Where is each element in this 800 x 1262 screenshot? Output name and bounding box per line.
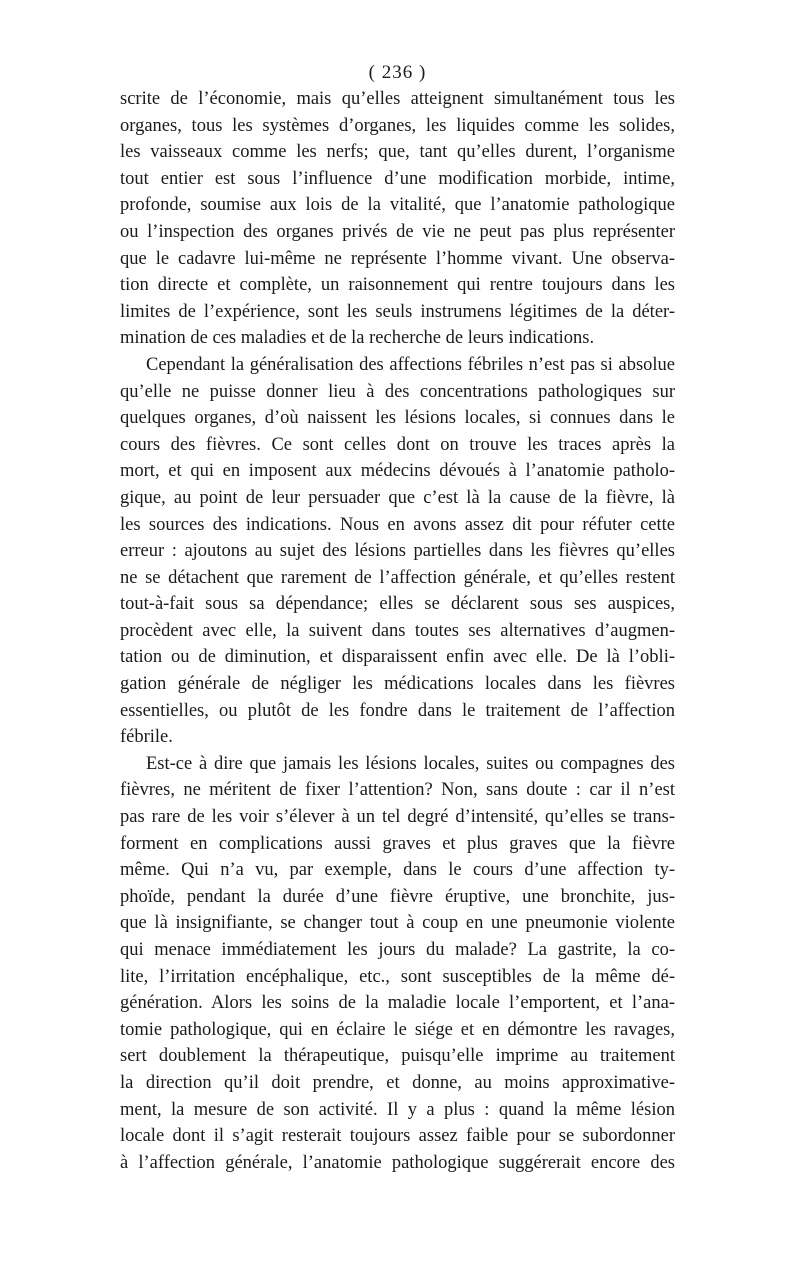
text-line: ne se détachent que rarement de l’affection générale, et qu’elles restent [120, 567, 675, 588]
book-page [120, 60, 675, 1176]
text-line: ou l’inspection des organes privés de vie ne peut pas plus représenter [120, 221, 675, 242]
text-line: que là insignifiante, se changer tout à coup en une pneumonie violente [120, 913, 675, 934]
text-line: mort, et qui en imposent aux médecins dévoués à l’anatomie patholo- [120, 461, 675, 482]
text-line: cours des fièvres. Ce sont celles dont on trouve les traces après la [120, 434, 675, 455]
text-line: fièvres, ne méritent de fixer l’attention? Non, sans doute : car il n’est [120, 780, 675, 801]
text-line: lite, l’irritation encéphalique, etc., sont susceptibles de la même dé- [120, 966, 675, 987]
text-line: limites de l’expérience, sont les seuls instrumens légitimes de la déter- [120, 301, 675, 322]
text-line: fébrile. [120, 727, 173, 748]
page-number: ( 236 ) [368, 62, 427, 83]
text-line: quelques organes, d’où naissent les lésions locales, si connues dans le [120, 408, 675, 429]
text-line: sert doublement la thérapeutique, puisqu’elle imprime au traitement [120, 1046, 675, 1067]
text-line: génération. Alors les soins de la maladie locale l’emportent, et l’ana- [120, 993, 675, 1014]
paragraph-2 [120, 352, 675, 751]
text-line: procèdent avec elle, la suivent dans toutes ses alternatives d’augmen- [120, 620, 675, 641]
text-line: Cependant la généralisation des affections fébriles n’est pas si absolue [146, 354, 675, 375]
text-line: essentielles, ou plutôt de les fondre dans le traitement de l’affection [120, 700, 675, 721]
text-line: profonde, soumise aux lois de la vitalité, que l’anatomie pathologique [120, 195, 675, 216]
text-line: les sources des indications. Nous en avons assez dit pour réfuter cette [120, 514, 675, 535]
text-line: qui menace immédiatement les jours du malade? La gastrite, la co- [120, 940, 675, 960]
body-text [120, 86, 675, 1176]
text-line: tion directe et complète, un raisonnement qui rentre toujours dans les [120, 275, 675, 296]
text-line: tation ou de diminution, et disparaissent enfin avec elle. De là l’obli- [120, 647, 675, 668]
text-line: organes, tous les systèmes d’organes, les liquides comme les solides, [120, 115, 675, 136]
text-line: scrite de l’économie, mais qu’elles atteignent simultanément tous les [120, 89, 675, 109]
text-line: qu’elle ne puisse donner lieu à des concentrations pathologiques sur [120, 381, 675, 402]
text-line: les vaisseaux comme les nerfs; que, tant qu’elles durent, l’organisme [120, 142, 675, 163]
text-line: phoïde, pendant la durée d’une fièvre éruptive, une bronchite, jus- [120, 886, 675, 907]
text-line: même. Qui n’a vu, par exemple, dans le cours d’une affection ty- [120, 860, 675, 881]
text-line: tout entier est sous l’influence d’une modification morbide, intime, [120, 168, 675, 189]
text-line: à l’affection générale, l’anatomie pathologique suggérerait encore des [120, 1152, 675, 1173]
text-line: forment en complications aussi graves et plus graves que la fièvre [120, 833, 675, 854]
paragraph-3 [120, 751, 675, 1177]
text-line: tomie pathologique, qui en éclaire le siége et en démontre les ravages, [120, 1019, 675, 1040]
text-line: que le cadavre lui-même ne représente l’homme vivant. Une observa- [120, 248, 675, 269]
text-line: Est-ce à dire que jamais les lésions locales, suites ou compagnes des [146, 753, 675, 774]
text-line: erreur : ajoutons au sujet des lésions partielles dans les fièvres qu’elles [120, 541, 675, 562]
text-line: ment, la mesure de son activité. Il y a plus : quand la même lésion [120, 1099, 675, 1120]
text-line: locale dont il s’agit resterait toujours assez faible pour se subordonner [120, 1126, 675, 1147]
text-line: la direction qu’il doit prendre, et donne, au moins approximative- [120, 1072, 675, 1093]
text-line: mination de ces maladies et de la recherche de leurs indications. [120, 328, 595, 349]
text-line: gation générale de négliger les médications locales dans les fièvres [120, 674, 675, 695]
text-line: gique, au point de leur persuader que c’est là la cause de la fièvre, là [120, 487, 675, 508]
paragraph-1 [120, 86, 675, 352]
text-line: pas rare de les voir s’élever à un tel degré d’intensité, qu’elles se trans- [120, 807, 675, 828]
text-line: tout-à-fait sous sa dépendance; elles se déclarent sous ses auspices, [120, 594, 675, 615]
